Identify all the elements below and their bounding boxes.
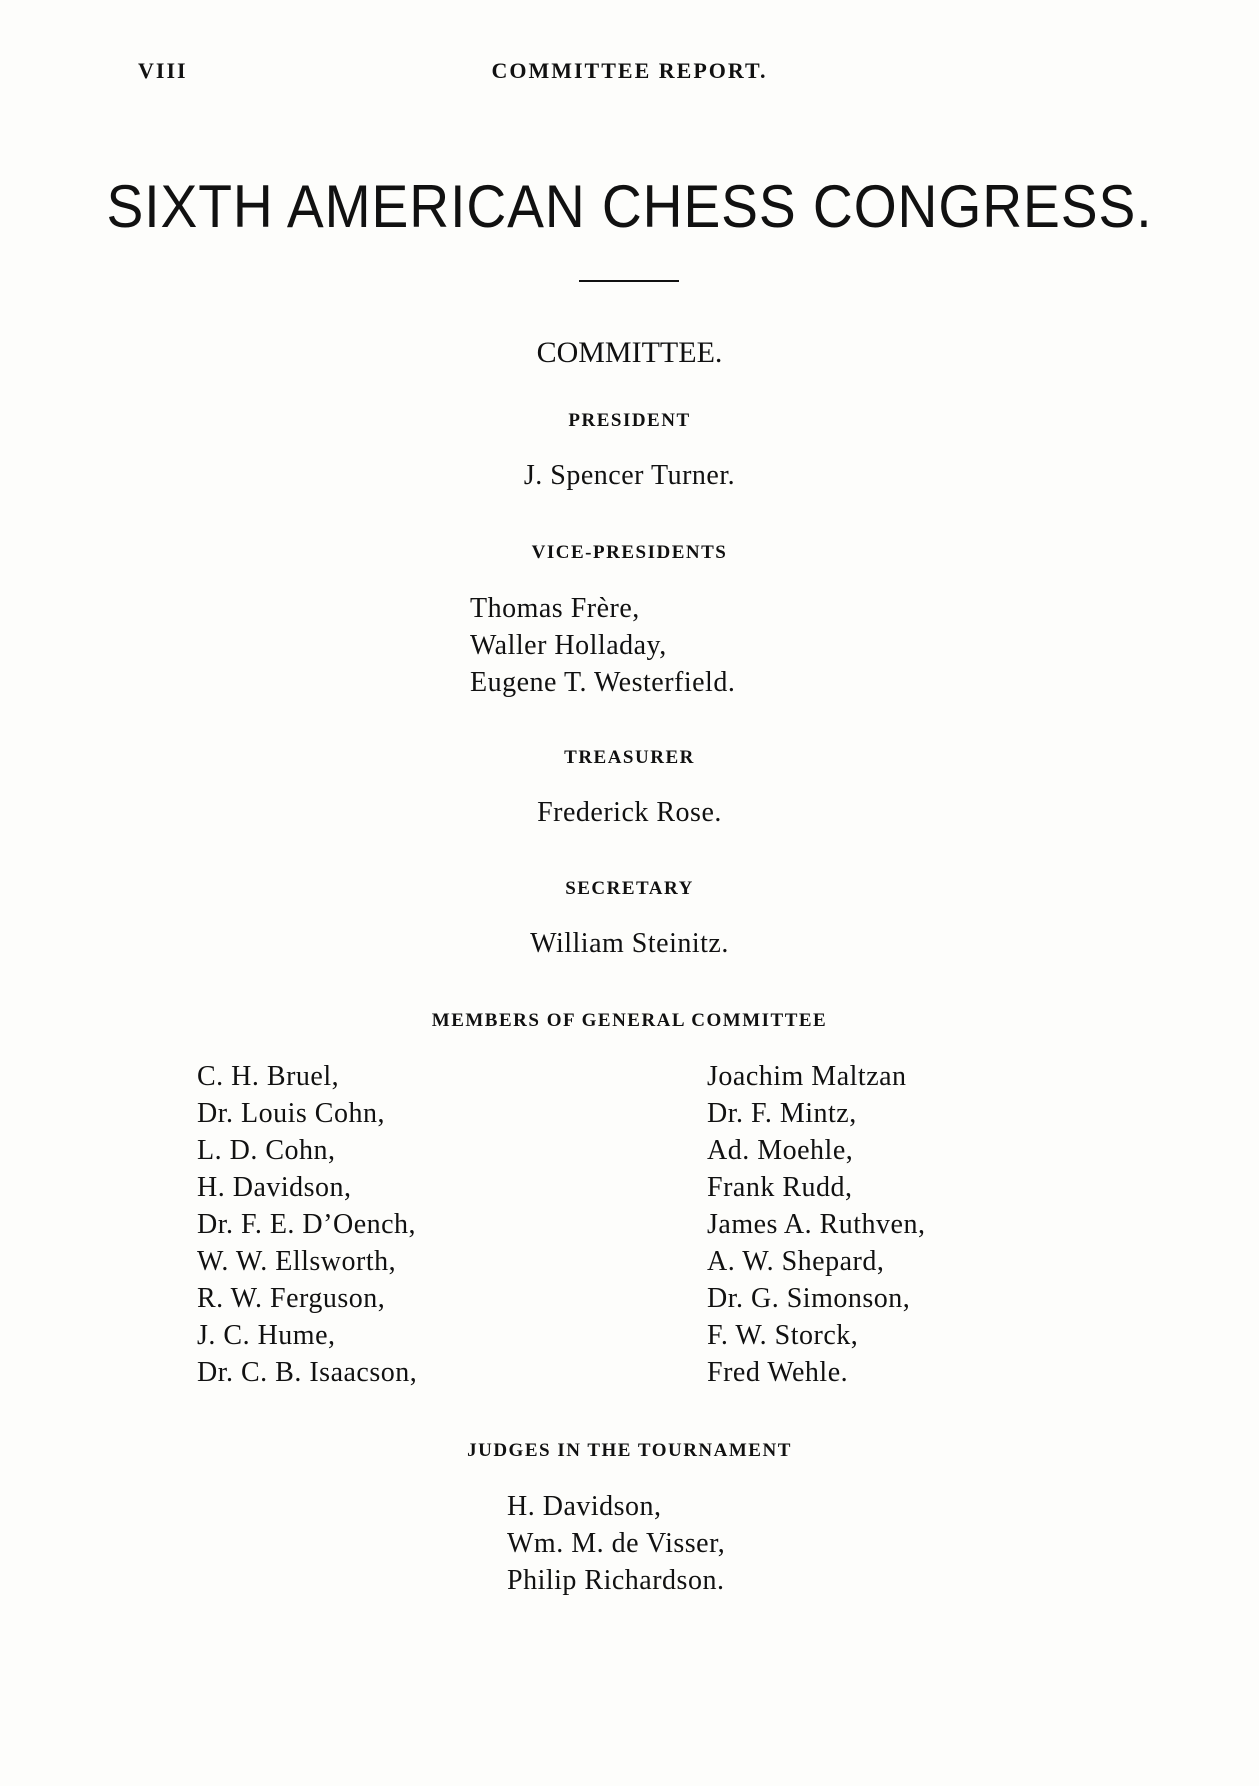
treasurer-heading: TREASURER [564, 747, 695, 768]
committee-member: Dr. G. Simonson, [707, 1283, 911, 1314]
committee-member: W. W. Ellsworth, [197, 1246, 397, 1277]
secretary-name: William Steinitz. [530, 928, 729, 959]
judge-name: Philip Richardson. [507, 1565, 725, 1596]
committee-member: Joachim Maltzan [707, 1061, 907, 1092]
vice-president-name: Waller Holladay, [470, 630, 667, 661]
general-committee-left-column [197, 1058, 417, 1391]
title-divider [579, 280, 679, 282]
vice-president-name: Eugene T. Westerfield. [470, 667, 736, 698]
judges-list [507, 1488, 725, 1599]
committee-member: F. W. Storck, [707, 1320, 859, 1351]
general-committee-heading: MEMBERS OF GENERAL COMMITTEE [431, 1010, 828, 1031]
general-committee-right-column [707, 1058, 926, 1391]
secretary-heading: SECRETARY [565, 878, 694, 899]
president-name: J. Spencer Turner. [523, 460, 736, 491]
committee-member: Dr. C. B. Isaacson, [197, 1357, 418, 1388]
page-number: VIII [138, 58, 188, 83]
committee-member: J. C. Hume, [197, 1320, 336, 1351]
committee-member: Dr. F. E. D’Oench, [197, 1209, 417, 1240]
committee-member: James A. Ruthven, [707, 1209, 926, 1240]
committee-member: L. D. Cohn, [197, 1135, 336, 1166]
judges-heading: JUDGES IN THE TOURNAMENT [467, 1440, 792, 1461]
president-heading: PRESIDENT [568, 410, 691, 431]
judge-name: H. Davidson, [507, 1491, 662, 1522]
committee-member: Ad. Moehle, [707, 1135, 854, 1166]
committee-member: A. W. Shepard, [707, 1246, 885, 1277]
page-title: SIXTH AMERICAN CHESS CONGRESS. [106, 173, 1153, 240]
vice-president-name: Thomas Frère, [470, 593, 640, 624]
vice-presidents-heading: VICE-PRESIDENTS [531, 542, 728, 563]
section-title: COMMITTEE. [536, 336, 723, 369]
committee-member: Dr. Louis Cohn, [197, 1098, 385, 1129]
committee-member: R. W. Ferguson, [197, 1283, 386, 1314]
committee-member: Dr. F. Mintz, [707, 1098, 857, 1129]
committee-member: Frank Rudd, [707, 1172, 853, 1203]
running-title: COMMITTEE REPORT. [491, 58, 768, 83]
committee-member: C. H. Bruel, [197, 1061, 340, 1092]
committee-member: Fred Wehle. [707, 1357, 849, 1388]
treasurer-name: Frederick Rose. [537, 797, 722, 828]
committee-member: H. Davidson, [197, 1172, 352, 1203]
judge-name: Wm. M. de Visser, [507, 1528, 726, 1559]
vice-presidents-list [470, 590, 735, 701]
